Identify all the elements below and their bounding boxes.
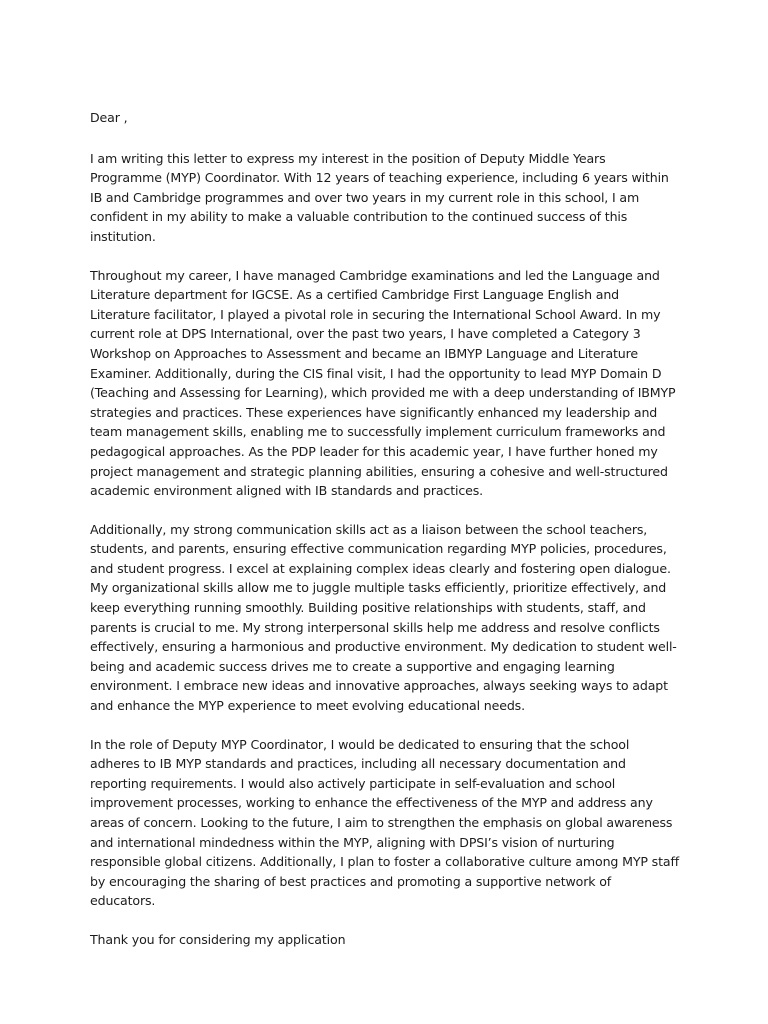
salutation: Dear , [90,110,128,125]
paragraph-introduction: I am writing this letter to express my interest in the position of Deputy Middle Years Programme (MYP) Coordinator. With 12 years of teaching experience, including 6 years within IB and Cambridge programmes and over two years in my current role in this school, I am confident in my ability to make a valuable contribution to the continued success of this institution. [90,150,669,244]
closing-line: Thank you for considering my application [90,931,346,947]
cover-letter [90,108,680,950]
paragraph-skills: Additionally, my strong communication skills act as a liaison between the school teachers, students, and parents, ensuring effective communication regarding MYP policies, procedures, and student progress. I excel at explaining complex ideas clearly and fostering open dialogue. My organizational skills allow me to juggle multiple tasks efficiently, prioritize effectively, and keep everything running smoothly. Building positive relationships with students, staff, and parents is crucial to me. My strong interpersonal skills help me address and resolve conflicts effectively, ensuring a harmonious and productive environment. My dedication to student well-being and academic success drives me to create a supportive and engaging learning environment. I embrace new ideas and innovative approaches, always seeking ways to adapt and enhance the MYP experience to meet evolving educational needs. [90,521,677,714]
paragraph-role-plans: In the role of Deputy MYP Coordinator, I would be dedicated to ensuring that the school adheres to IB MYP standards and practices, including all necessary documentation and reporting requirements. I would also actively participate in self-evaluation and school improvement processes, working to enhance the effectiveness of the MYP and address any areas of concern. Looking to the future, I aim to strengthen the emphasis on global awareness and international mindedness within the MYP, aligning with DPSI’s vision of nurturing responsible global citizens. Additionally, I plan to foster a collaborative culture among MYP staff by encouraging the sharing of best practices and promoting a supportive network of educators. [90,736,680,909]
paragraph-experience: Throughout my career, I have managed Cambridge examinations and led the Language and Literature department for IGCSE. As a certified Cambridge First Language English and Literature facilitator, I played a pivotal role in securing the International School Award. In my current role at DPS International, over the past two years, I have completed a Category 3 Workshop on Approaches to Assessment and became an IBMYP Language and Literature Examiner. Additionally, during the CIS final visit, I had the opportunity to lead MYP Domain D (Teaching and Assessing for Learning), which provided me with a deep understanding of IBMYP strategies and practices. These experiences have significantly enhanced my leadership and team management skills, enabling me to successfully implement curriculum frameworks and pedagogical approaches. As the PDP leader for this academic year, I have further honed my project management and strategic planning abilities, ensuring a cohesive and well-structured academic environment aligned with IB standards and practices. [90,267,676,499]
